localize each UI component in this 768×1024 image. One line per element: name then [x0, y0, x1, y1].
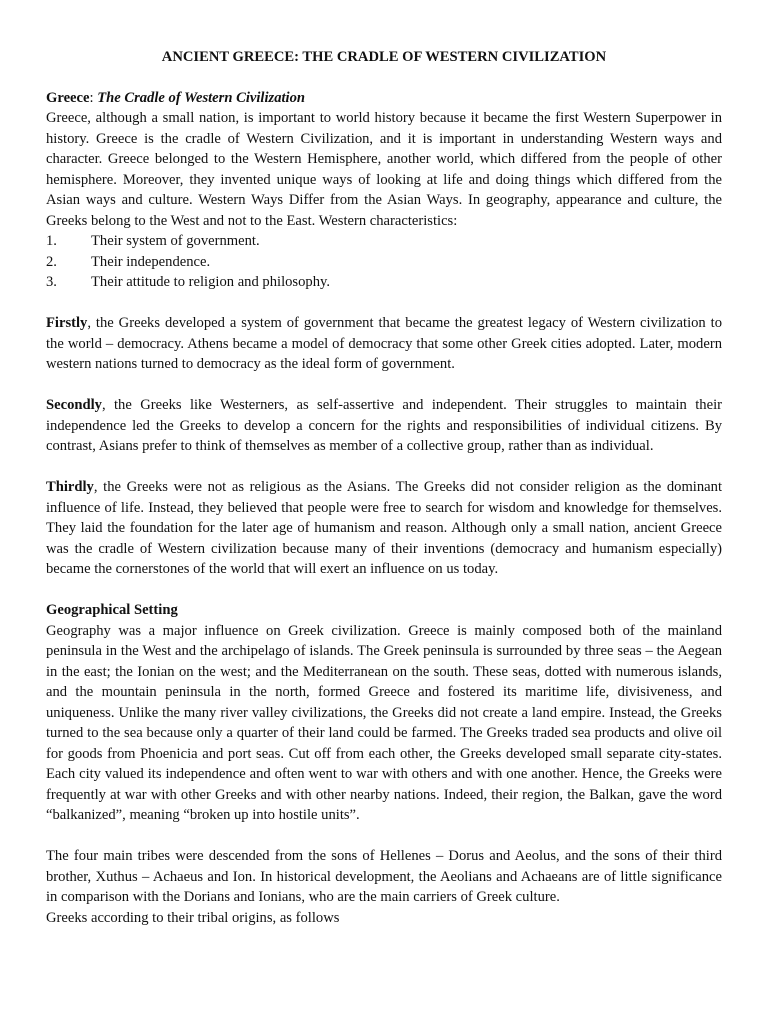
geography-section: [46, 600, 722, 826]
list-item: [46, 272, 722, 293]
firstly-body: , the Greeks developed a system of government that became the greatest legacy of Western civilization to the world – democracy. Athens became a model of democracy that some other Greek cities adopted. Later, modern western nations turned to democracy as the ideal form of government.: [46, 315, 722, 372]
thirdly-lead: Thirdly: [46, 479, 94, 495]
list-item: [46, 231, 722, 252]
secondly-paragraph: [46, 395, 722, 457]
firstly-paragraph: [46, 313, 722, 375]
list-item-number: 3.: [46, 274, 57, 290]
list-item-text: Their system of government.: [91, 233, 260, 249]
intro-heading-bold: Greece: [46, 89, 90, 106]
firstly-lead: Firstly: [46, 315, 88, 331]
list-item: [46, 252, 722, 273]
western-characteristics-list: [46, 231, 722, 293]
tribes-closing-line: Greeks according to their tribal origins, as follows: [46, 909, 340, 926]
list-item-number: 2.: [46, 253, 57, 270]
secondly-lead: Secondly: [46, 397, 102, 413]
geography-heading: [46, 600, 722, 621]
intro-heading: [46, 88, 722, 109]
geography-paragraph: Geography was a major influence on Greek civilization. Greece is mainly composed both of the mainland peninsula in the West and the archipelago of islands. The Greek peninsula is surrounded by three seas – the Aegean in the east; the Ionian on the west; and the Mediterranean on the south. These seas, dotted with numerous islands, and the mountain peninsula in the north, formed Greece and fostered its maritime life, divisiveness, and uniqueness. Unlike the many river valley civilizations, the Greeks did not create a land empire. Instead, the Greeks turned to the sea because only a quarter of their land could be farmed. The Greeks traded sea products and olive oil for goods from Phoenicia and port seas. Cut off from each other, the Greeks developed small separate city-states. Each city valued its independence and often went to war with others and with one another. Hence, the Greeks were frequently at war with other Greeks and with other nearby nations. Indeed, their region, the Balkan, gave the word “balkanized”, meaning “broken up into hostile units”.: [46, 622, 722, 823]
list-item-text: Their independence.: [91, 253, 211, 270]
list-item-text: Their attitude to religion and philosophy.: [91, 274, 330, 290]
thirdly-body: , the Greeks were not as religious as the Asians. The Greeks did not consider religion as the dominant influence of life. Instead, they believed that people were free to search for wisdom and knowledge for themselves. They laid the foundation for the later age of humanism and reason. Although only a small nation, ancient Greece was the cradle of Western civilization because many of their inventions (democracy and humanism especially) became the cornerstones of the world that will exert an influence on us today.: [46, 479, 722, 577]
tribes-section: [46, 846, 722, 928]
list-item-number: 1.: [46, 233, 57, 249]
thirdly-paragraph: [46, 477, 722, 580]
intro-heading-separator: :: [89, 89, 98, 106]
tribes-paragraph: The four main tribes were descended from the sons of Hellenes – Dorus and Aeolus, and the sons of their third brother, Xuthus – Achaeus and Ion. In historical development, the Aeolians and Achaeans are of little significance in comparison with the Dorians and Ionians, who are the main carriers of Greek culture.: [46, 848, 722, 905]
intro-paragraph: Greece, although a small nation, is important to world history because it became the first Western Superpower in history. Greece is the cradle of Western Civilization, and it is important in understanding Western ways and character. Greece belonged to the Western Hemisphere, another world, which differed from the people of other hemisphere. Moreover, they invented unique ways of looking at life and doing things which differed from the Asian ways and culture. Western Ways Differ from the Asian Ways. In geography, appearance and culture, the Greeks belong to the West and not to the East. Western characteristics:: [46, 110, 722, 229]
secondly-body: , the Greeks like Westerners, as self-assertive and independent. Their struggles to maintain their independence led the Greeks to develop a concern for the rights and responsibilities of individual citizens. By contrast, Asians prefer to think of themselves as member of a collective group, rather than as individual.: [46, 397, 722, 454]
intro-section: [46, 88, 722, 293]
document-title: ANCIENT GREECE: THE CRADLE OF WESTERN CIVILIZATION: [161, 49, 607, 65]
geography-heading-text: Geographical Setting: [46, 602, 178, 618]
intro-heading-italic: The Cradle of Western Civilization: [97, 89, 306, 106]
